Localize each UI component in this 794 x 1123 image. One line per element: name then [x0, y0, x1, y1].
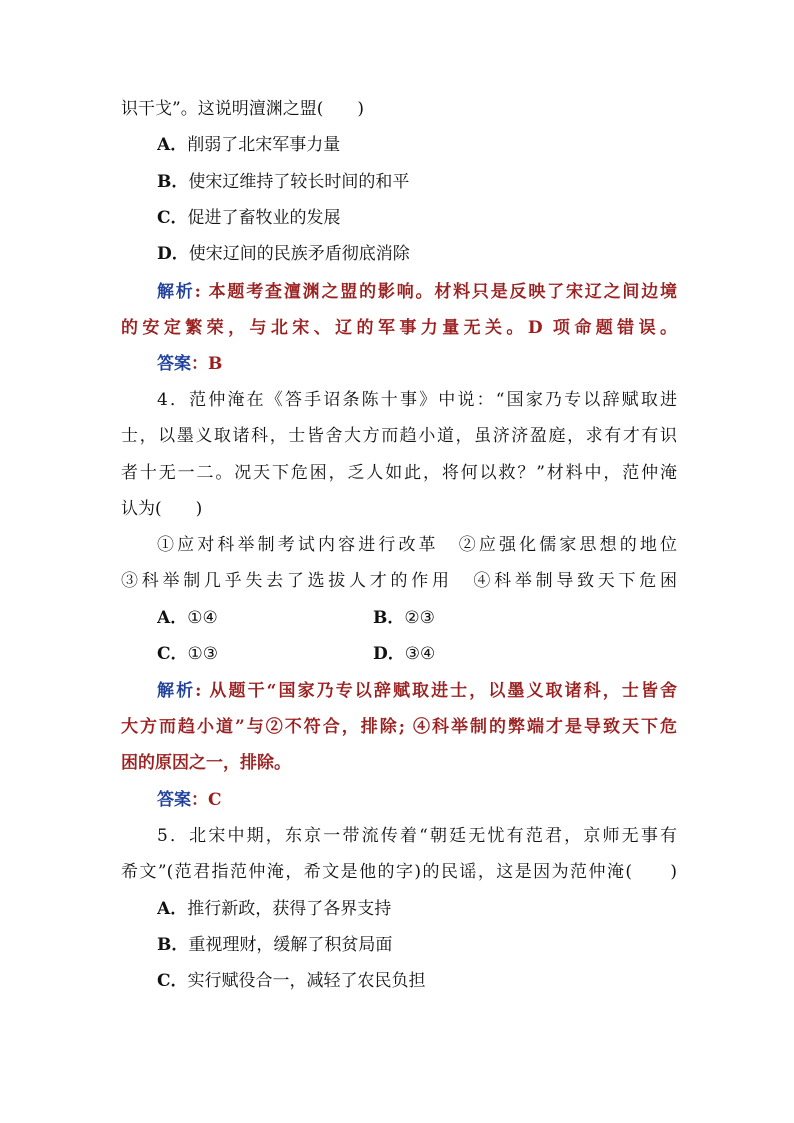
q3-answer: 答案：B [157, 354, 223, 374]
q4-stem-line-2: 士，以墨义取诸科，士皆舍大方而趋小道，虽济济盈庭，求有才有识 [121, 426, 677, 446]
q3-analysis-line-1: 解析: 本题考查澶渊之盟的影响。材料只是反映了宋辽之间边境 [157, 282, 677, 302]
q5-stem-line-1: 5．北宋中期，东京一带流传着“朝廷无忧有范君，京师无事有 [157, 826, 677, 846]
q3-option-b: B．使宋辽维持了较长时间的和平 [157, 172, 410, 192]
q3-analysis-line-2: 的安定繁荣，与北宋、辽的军事力量无关。D 项命题错误。 [121, 318, 677, 338]
q3-stem-end: 识干戈”。这说明澶渊之盟( ) [121, 99, 364, 119]
q5-option-c: C．实行赋役合一，减轻了农民负担 [157, 971, 426, 991]
q4-statements-line-2: ③科举制几乎失去了选拔人才的作用 ④科举制导致天下危困 [121, 571, 677, 591]
q4-option-c: C．①③ [157, 644, 219, 664]
q4-analysis-line-1: 解析: 从题干“国家乃专以辞赋取进士，以墨义取诸科，士皆舍 [157, 681, 677, 701]
q4-stem-line-4: 认为( ) [121, 499, 203, 519]
q3-option-d: D．使宋辽间的民族矛盾彻底消除 [157, 244, 410, 264]
q3-option-c: C．促进了畜牧业的发展 [157, 208, 341, 228]
q4-option-a: A．①④ [157, 608, 218, 628]
q3-option-a: A．削弱了北宋军事力量 [157, 135, 341, 155]
q4-analysis-line-2: 大方而趋小道”与②不符合，排除; ④科举制的弊端才是导致天下危 [121, 717, 677, 737]
q4-statements-line-1: ①应对科举制考试内容进行改革 ②应强化儒家思想的地位 [157, 535, 677, 555]
q4-analysis-line-3: 困的原因之一，排除。 [121, 753, 291, 773]
q4-stem-line-3: 者十无一二。况天下危困，乏人如此，将何以救？”材料中，范仲淹 [121, 463, 677, 483]
q4-option-d: D．③④ [373, 644, 436, 664]
q4-stem-line-1: 4．范仲淹在《答手诏条陈十事》中说：“国家乃专以辞赋取进 [157, 390, 677, 410]
q4-option-b: B．②③ [373, 608, 435, 628]
q5-option-a: A．推行新政，获得了各界支持 [157, 899, 392, 919]
q5-option-b: B．重视理财，缓解了积贫局面 [157, 935, 393, 955]
q5-stem-line-2: 希文”(范君指范仲淹，希文是他的字)的民谣，这是因为范仲淹( ) [121, 862, 677, 882]
q4-answer: 答案：C [157, 790, 222, 810]
